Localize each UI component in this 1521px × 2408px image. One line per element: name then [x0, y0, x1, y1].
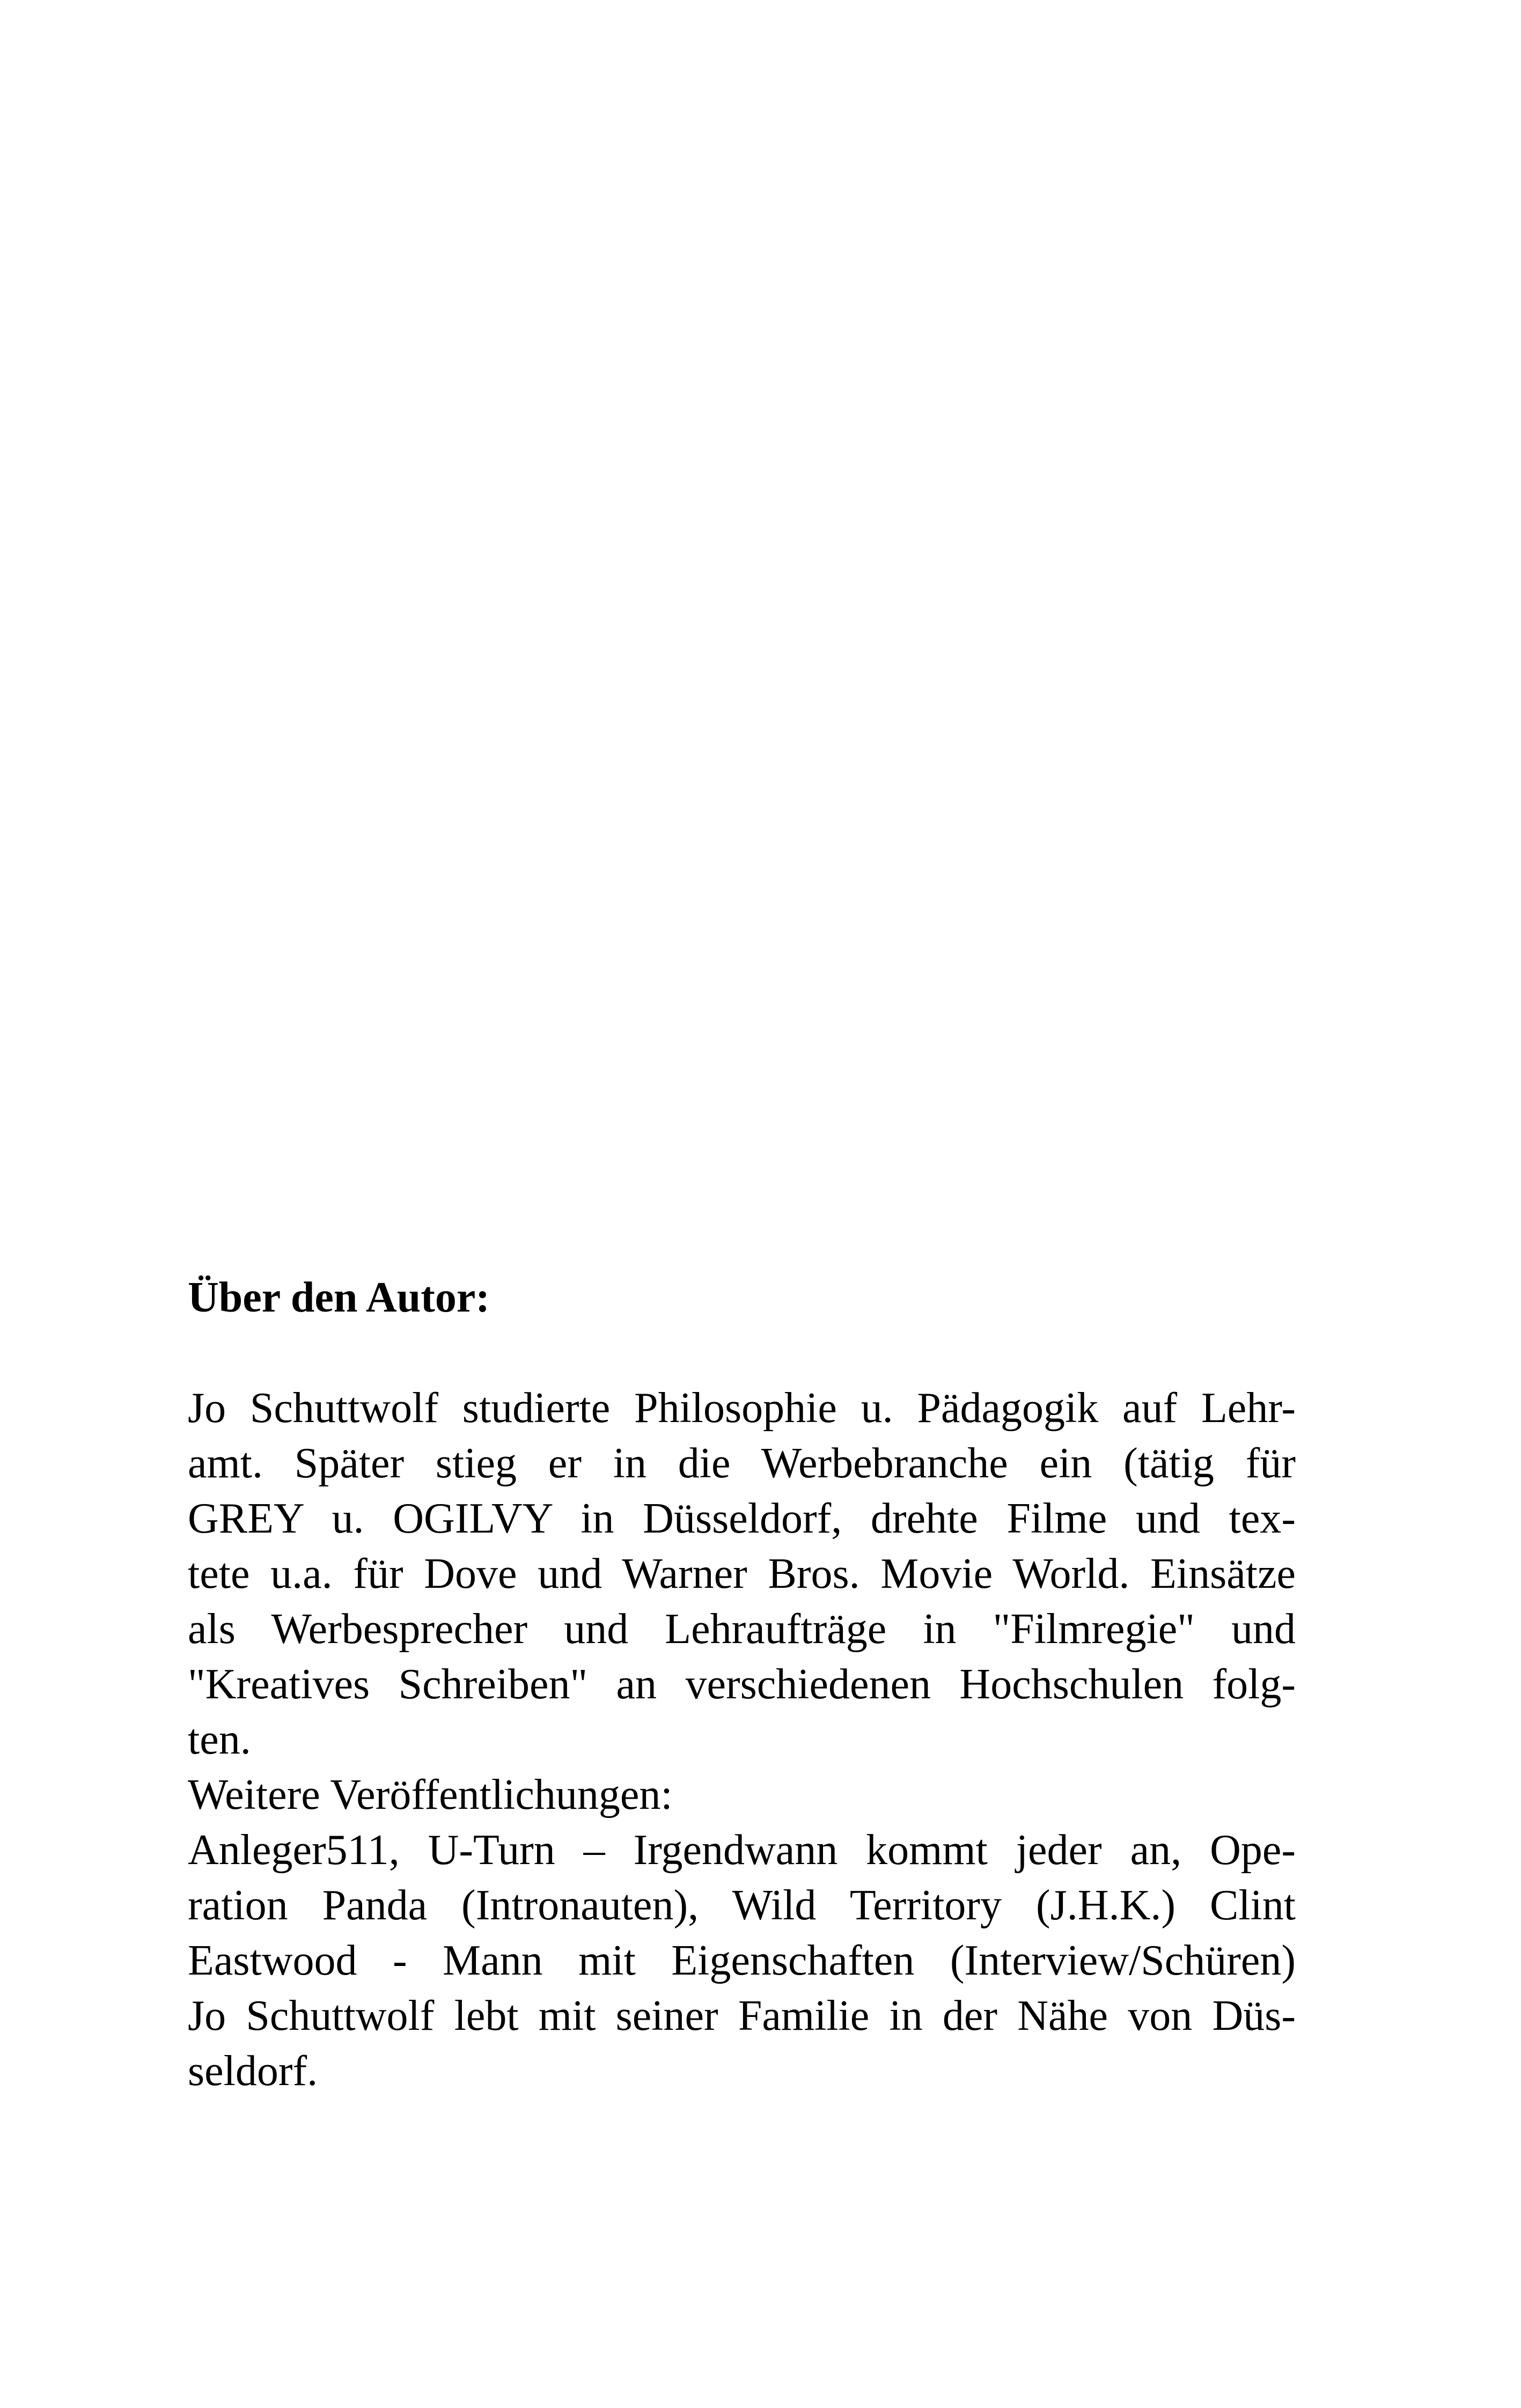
- bio-line: als Werbesprecher und Lehraufträge in "Filmregie" und: [188, 1606, 1296, 1653]
- author-bio: [188, 1381, 1296, 2099]
- bio-line: Eastwood - Mann mit Eigenschaften (Interview/Schüren): [188, 1937, 1296, 1984]
- bio-line: GREY u. OGILVY in Düsseldorf, drehte Filme und tex-: [188, 1495, 1296, 1542]
- section-heading: Über den Autor:: [188, 1274, 490, 1321]
- bio-line: ten.: [188, 1716, 251, 1763]
- bio-line: Jo Schuttwolf lebt mit seiner Familie in der Nähe von Düs-: [188, 1992, 1296, 2039]
- bio-line: ration Panda (Intronauten), Wild Territory (J.H.K.) Clint: [188, 1882, 1296, 1929]
- bio-line: amt. Später stieg er in die Werbebranche ein (tätig für: [188, 1440, 1296, 1487]
- bio-line: seldorf.: [188, 2048, 318, 2095]
- bio-line: Jo Schuttwolf studierte Philosophie u. Pädagogik auf Lehr-: [188, 1385, 1296, 1432]
- bio-line: Weitere Veröffentlichungen:: [188, 1771, 673, 1818]
- bio-line: "Kreatives Schreiben" an verschiedenen Hochschulen folg-: [188, 1661, 1296, 1708]
- about-author-section: [188, 1270, 1296, 2099]
- bio-line: tete u.a. für Dove und Warner Bros. Movie World. Einsätze: [188, 1550, 1296, 1597]
- bio-line: Anleger511, U-Turn – Irgendwann kommt jeder an, Ope-: [188, 1827, 1296, 1874]
- blank-line: [188, 1325, 1296, 1381]
